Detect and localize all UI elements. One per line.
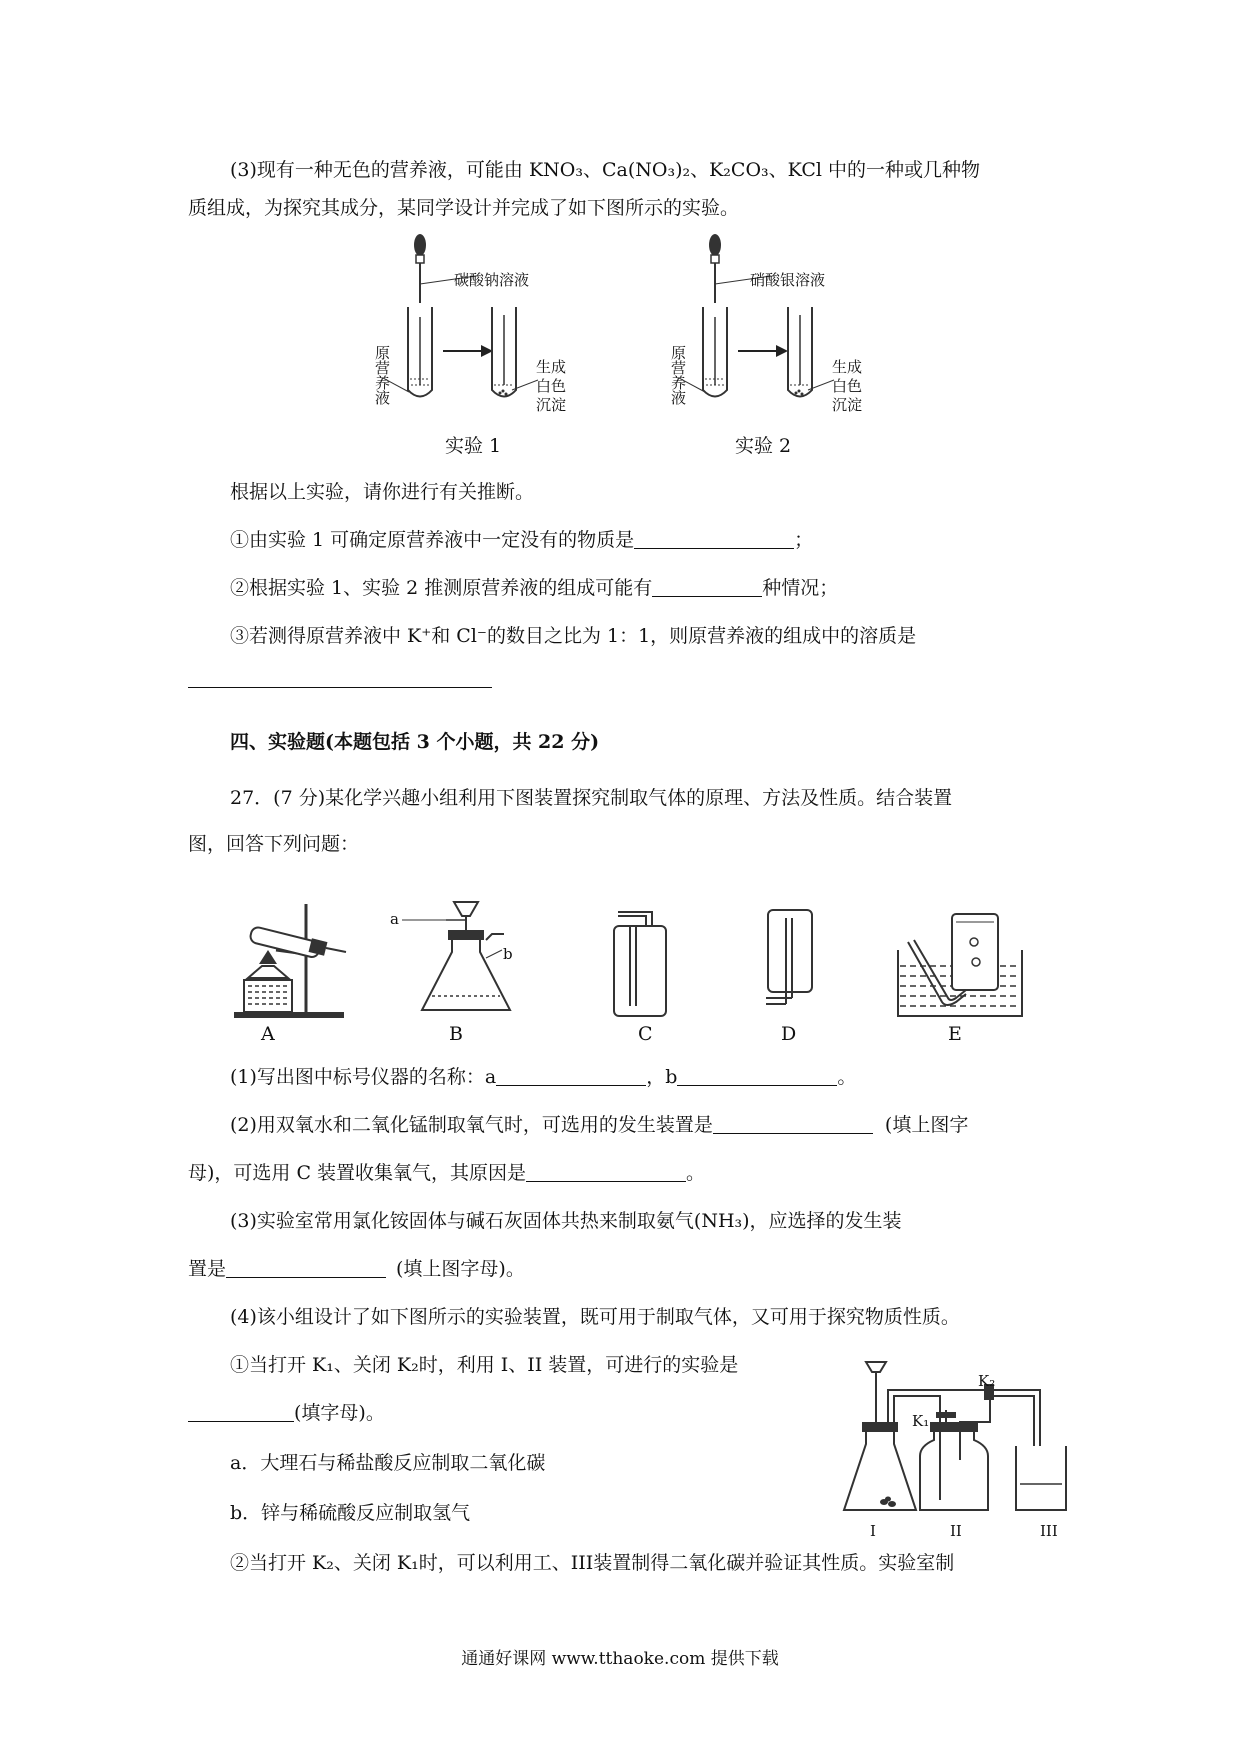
marker-a-pointer <box>402 916 446 924</box>
infer-item-1-end: ； <box>794 529 814 551</box>
apparatus-label-b: B <box>449 1023 463 1045</box>
solution-pointer-2 <box>679 378 709 398</box>
experiment-1-caption: 实验 1 <box>445 435 502 457</box>
q27-part-2-line-1 <box>230 1111 968 1139</box>
q27-line-1: 27．(7 分)某化学兴趣小组利用下图装置探究制取气体的原理、方法及性质。结合装置 <box>230 787 953 809</box>
valve-k2-label: K₂ <box>978 1372 996 1390</box>
arrow-2-icon <box>738 344 788 358</box>
q27-part-3-line-1: (3)实验室常用氯化铵固体与碱石灰固体共热来制取氨气(NH₃)，应选择的发生装 <box>230 1210 902 1232</box>
apparatus-c-icon <box>612 910 672 1020</box>
section-4-heading: 四、实验题(本题包括 3 个小题，共 22 分) <box>230 731 600 753</box>
answer-blank-b[interactable] <box>677 1065 837 1086</box>
solution-pointer-1 <box>383 378 413 398</box>
q27-part-2-line-2-end: 。 <box>686 1162 706 1184</box>
apparatus-label-c: C <box>638 1023 653 1045</box>
q27-part-4-item-1-line-2 <box>188 1399 385 1427</box>
result-label-1-line-2: 白色 <box>536 377 567 395</box>
q27-part-4-item-1: ①当打开 K₁、关闭 K₂时，利用 I、II 装置，可进行的实验是 <box>230 1354 739 1376</box>
q27-part-1-mid: ，b <box>646 1066 678 1088</box>
result-label-1-line-1: 生成 <box>536 358 567 376</box>
q27-part-2-line-2-text: 母)，可选用 C 装置收集氧气，其原因是 <box>188 1162 527 1184</box>
q27-part-4-line-1: (4)该小组设计了如下图所示的实验装置，既可用于制取气体，又可用于探究物质性质。 <box>230 1306 960 1328</box>
q27-part-4-item-2: ②当打开 K₂、关闭 K₁时，可以利用工、III装置制得二氧化碳并验证其性质。实验室制 <box>230 1552 955 1574</box>
q27-part-2-end: (填上图字 <box>884 1114 969 1136</box>
answer-blank-2[interactable] <box>652 576 762 597</box>
option-a: a．大理石与稀盐酸反应制取二氧化碳 <box>230 1452 546 1474</box>
device-iii-label: III <box>1040 1522 1058 1540</box>
apparatus-label-d: D <box>781 1023 797 1045</box>
result-label-2-line-2: 白色 <box>832 377 863 395</box>
infer-item-3: ③若测得原营养液中 K⁺和 Cl⁻的数目之比为 1：1，则原营养液的组成中的溶质是 <box>230 625 917 647</box>
infer-intro: 根据以上实验，请你进行有关推断。 <box>230 481 535 503</box>
answer-blank-p2-device[interactable] <box>713 1113 873 1134</box>
device-i-label: I <box>870 1522 876 1540</box>
page-footer: 通通好课网 www.tthaoke.com 提供下载 <box>461 1649 779 1669</box>
result-label-1 <box>536 358 566 415</box>
q27-part-3-line-2-text: 置是 <box>188 1258 227 1280</box>
marker-a: a <box>390 910 399 928</box>
apparatus-label-e: E <box>948 1023 962 1045</box>
q27-part-2-line-2 <box>188 1159 705 1187</box>
q27-line-2: 图，回答下列问题： <box>188 833 360 855</box>
q27-part-4-item-1-end: (填字母)。 <box>294 1402 385 1424</box>
result-label-2-line-3: 沉淀 <box>832 396 863 414</box>
q3-line-2: 质组成，为探究其成分，某同学设计并完成了如下图所示的实验。 <box>188 197 740 219</box>
q27-part-2-text: (2)用双氧水和二氧化锰制取氧气时，可选用的发生装置是 <box>230 1114 713 1136</box>
reagent-label-1: 碳酸钠溶液 <box>454 271 530 289</box>
answer-blank-3[interactable] <box>188 687 492 688</box>
q27-part-1 <box>230 1063 856 1091</box>
original-solution-label-1: 原营养液 <box>373 345 391 405</box>
infer-item-1 <box>230 526 813 554</box>
infer-item-2-end: 种情况； <box>762 577 839 599</box>
apparatus-a-icon <box>226 902 356 1020</box>
apparatus-e-icon <box>896 910 1026 1020</box>
experiment-2-caption: 实验 2 <box>735 435 792 457</box>
infer-item-2-text: ②根据实验 1、实验 2 推测原营养液的组成可能有 <box>230 577 653 599</box>
answer-blank-p2-reason[interactable] <box>526 1161 686 1182</box>
answer-blank-a[interactable] <box>496 1065 646 1086</box>
device-ii-label: II <box>950 1522 962 1540</box>
option-b: b．锌与稀硫酸反应制取氢气 <box>230 1502 471 1524</box>
result-label-2 <box>832 358 862 415</box>
q27-part-1-text: (1)写出图中标号仪器的名称：a <box>230 1066 497 1088</box>
q27-part-3-line-2 <box>188 1255 525 1283</box>
valve-k1-label: K₁ <box>912 1412 930 1430</box>
reagent-label-2: 硝酸银溶液 <box>750 271 826 289</box>
apparatus-label-a: A <box>261 1023 275 1045</box>
original-solution-label-2: 原营养液 <box>669 345 687 405</box>
infer-item-2 <box>230 574 838 602</box>
answer-blank-p3[interactable] <box>226 1257 386 1278</box>
q3-line-1: (3)现有一种无色的营养液，可能由 KNO₃、Ca(NO₃)₂、K₂CO₃、KCl 中的一种或几种物 <box>230 159 980 181</box>
marker-b: b <box>503 945 513 963</box>
result-label-1-line-3: 沉淀 <box>536 396 567 414</box>
answer-blank-p4-1[interactable] <box>188 1401 294 1422</box>
result-label-2-line-1: 生成 <box>832 358 863 376</box>
q27-part-3-line-2-end: (填上图字母)。 <box>396 1258 525 1280</box>
arrow-1-icon <box>443 344 493 358</box>
q27-part-1-end: 。 <box>837 1066 857 1088</box>
answer-blank-1[interactable] <box>634 528 794 549</box>
apparatus-d-icon <box>762 908 822 1020</box>
infer-item-1-text: ①由实验 1 可确定原营养液中一定没有的物质是 <box>230 529 635 551</box>
apparatus-2-icon <box>840 1360 1076 1520</box>
